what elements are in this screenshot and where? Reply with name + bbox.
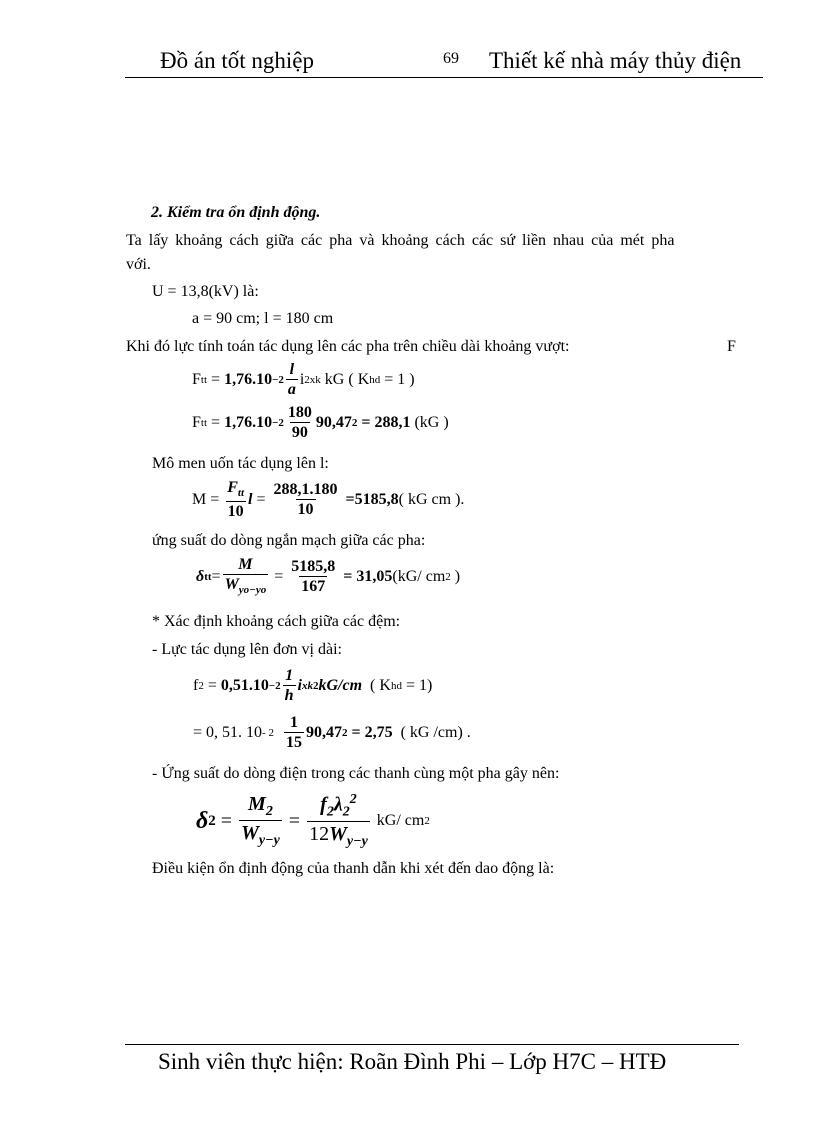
spacing-heading: * Xác định khoảng cách giữa các đệm: [152, 613, 401, 630]
eq7-den2-coef: 12 [309, 822, 330, 845]
eq7-num: M [248, 793, 266, 815]
force-intro: Khi đó lực tính toán tác dụng lên các pha trên chiều dài khoảng vượt: [126, 338, 570, 355]
condition-text: Điều kiện ổn định động của thanh dẫn khi xét đến dao động là: [152, 860, 555, 877]
eq4-den2: 167 [301, 578, 326, 595]
eq4-result: = 31,05 [343, 568, 393, 585]
eq4-unit-sup: 2 [445, 571, 451, 583]
eq3-den: 10 [227, 502, 244, 520]
bar-stress-heading: - Ứng suất do dòng điện trong các thanh cùng một pha gây nên: [152, 765, 560, 782]
paragraph-line-1: Ta lấy khoảng cách giữa các pha và khoảng cách các sứ liền nhau của mét pha [126, 232, 675, 249]
eq6-unit: ( kG /cm) . [400, 724, 471, 741]
eq5-lhs-sub: 2 [198, 680, 204, 692]
eq1-cond-close: = 1 ) [384, 371, 415, 388]
eq3-l: l [248, 491, 253, 508]
eq2-unit: (kG ) [414, 414, 449, 431]
equation-force-general: F tt = 1,76.10 −2 $\frac{l}{a}$ i 2 xk kG ( K hd = 1 ) [192, 361, 415, 398]
eq2-result: = 288,1 [361, 414, 411, 431]
footer-text: Sinh viên thực hiện: Roãn Đình Phi – Lớp H7C – HTĐ [158, 1049, 667, 1074]
eq6-val: 90,47 [305, 724, 342, 741]
eq4-den: W [224, 576, 239, 594]
eq7-num2-l-sup: 2 [349, 792, 357, 808]
eq5-exp: −2 [268, 680, 281, 692]
eq6-result: = 2,75 [351, 724, 393, 741]
eq4-lhs-sub: tt [204, 571, 212, 583]
eq6-val-sup: 2 [341, 727, 348, 739]
eq2-val: 90,47 [315, 414, 352, 431]
eq4-unit: (kG/ cm [392, 568, 446, 585]
eq3-num: F [227, 479, 238, 497]
header-rule [125, 77, 763, 78]
eq1-coef: 1,76.10 [224, 371, 273, 388]
eq7-unit-sup: 2 [424, 815, 430, 827]
eq7-den: W [241, 822, 259, 844]
eq6-prefix: = 0, 51. 10 [193, 724, 263, 741]
eq5-i-sup: 2 [313, 680, 319, 692]
eq1-exp: −2 [272, 374, 284, 386]
eq7-num2-f: f [320, 793, 327, 816]
eq2-fraction [286, 405, 314, 441]
eq3-result: =5185,8 [345, 491, 399, 508]
distances-line: a = 90 cm; l = 180 cm [192, 310, 334, 327]
eq4-num: M [238, 556, 253, 574]
eq7-den2-sub: y−y [346, 833, 368, 849]
eq7-num2-l: λ [333, 793, 343, 816]
eq6-fraction [284, 715, 304, 751]
eq4-unit-close: ) [450, 568, 461, 585]
eq1-unit: kG [324, 371, 345, 388]
equation-unit-force-value [193, 712, 471, 754]
eq7-lhs-sub: 2 [208, 812, 216, 829]
eq5-lhs: f [193, 677, 199, 694]
eq1-i-sup: 2 [304, 374, 310, 386]
eq3-fraction-1 [225, 480, 246, 519]
eq7-num2-f-sub: 2 [326, 804, 334, 820]
eq1-lhs-sub: tt [200, 374, 208, 386]
eq5-i-sub: xk [302, 680, 313, 692]
eq5-coef: 0,51.10 [220, 677, 269, 694]
moment-intro: Mô men uốn tác dụng lên l: [152, 455, 329, 472]
footer-rule [125, 1044, 739, 1045]
eq1-cond: ( K [348, 371, 370, 388]
eq5-i: i [297, 677, 302, 694]
eq7-lhs: δ [196, 807, 209, 834]
section-title: 2. Kiểm tra ổn định động. [151, 204, 321, 221]
header-left: Đồ án tốt nghiệp [160, 48, 314, 73]
eq7-den-sub: y−y [258, 833, 280, 848]
voltage-line: U = 13,8(kV) là: [152, 283, 259, 300]
eq1-den: a [287, 381, 296, 398]
eq7-num2-l-sub: 2 [342, 804, 350, 820]
eq5-num: 1 [285, 667, 294, 684]
eq1-fraction [286, 362, 298, 398]
eq1-lhs: F [192, 371, 201, 388]
eq5-den: h [284, 687, 294, 704]
eq7-num-sub: 2 [265, 804, 273, 819]
eq6-num: 1 [289, 714, 298, 731]
eq2-lhs: F [192, 414, 201, 431]
eq3-fraction-2 [272, 482, 340, 518]
eq1-num: l [289, 361, 295, 378]
eq4-fraction-1 [223, 557, 269, 596]
eq3-num-sub: tt [237, 487, 245, 500]
eq4-lhs: δ [196, 568, 205, 585]
eq4-den-sub: yo−yo [238, 584, 267, 597]
stress-intro: ứng suất do dòng ngắn mạch giữa các pha: [152, 532, 426, 549]
eq2-exp: −2 [272, 417, 284, 429]
equation-force-value: F tt = 1,76.10 −2 $\frac{180}{90}$ 90,47 2 = 288,1 (kG ) [192, 404, 449, 441]
equation-bar-stress: δ 2 = $\frac{M_2}{W_{y-y}}$ = $\frac{f_2\lambda_2^2}{12W_{y-y}}$ kG/ cm 2 [196, 792, 430, 849]
eq2-coef: 1,76.10 [224, 414, 273, 431]
equation-moment: M = $\frac{F_{tt}}{10}$ l = $\frac{288,1.180}{10}$ =5185,8 ( kG cm ). [192, 479, 465, 520]
eq5-cond: ( K [370, 677, 391, 694]
eq2-num: 180 [287, 404, 312, 421]
eq2-lhs-sub: tt [200, 417, 208, 429]
eq4-num2: 5185,8 [291, 558, 336, 575]
header-right: Thiết kế nhà máy thủy điện [489, 48, 742, 73]
eq3-den2: 10 [297, 501, 314, 518]
eq3-unit: ( kG cm ). [398, 491, 465, 508]
eq2-den: 90 [291, 424, 308, 441]
eq2-val-sup: 2 [351, 417, 358, 429]
eq3-lhs: M = [192, 491, 220, 508]
eq7-fraction-2 [307, 793, 370, 849]
eq7-fraction-1 [239, 794, 282, 848]
eq1-cond-sub: hd [369, 374, 381, 386]
eq5-cond-sub: hd [390, 680, 402, 692]
eq5-unit: kG/cm [318, 677, 363, 694]
eq3-num2: 288,1.180 [273, 481, 338, 498]
eq5-cond-close: = 1) [405, 677, 433, 694]
force-symbol: F [727, 338, 736, 355]
eq6-exp: - 2 [262, 727, 274, 739]
eq1-i-sub: xk [309, 374, 321, 386]
eq5-fraction [283, 668, 296, 704]
unit-force-heading: - Lực tác dụng lên đơn vị dài: [152, 641, 342, 658]
eq7-unit: kG/ cm [376, 812, 425, 829]
eq6-den: 15 [285, 734, 302, 751]
eq7-den2-w: W [329, 822, 347, 845]
equation-phase-stress: δ tt = $\frac{M}{W_{yo-yo}}$ = $\frac{5185,8}{167}$ = 31,05 (kG/ cm 2 ) [196, 556, 461, 597]
page-number: 69 [443, 50, 459, 67]
equation-unit-force: f 2 = 0,51.10 −2 $\frac{1}{h}$ i xk 2 kG/cm ( K hd = 1) [193, 667, 433, 704]
eq1-i: i [299, 371, 305, 388]
paragraph-line-2: với. [126, 256, 151, 273]
eq4-fraction-2 [289, 559, 337, 595]
